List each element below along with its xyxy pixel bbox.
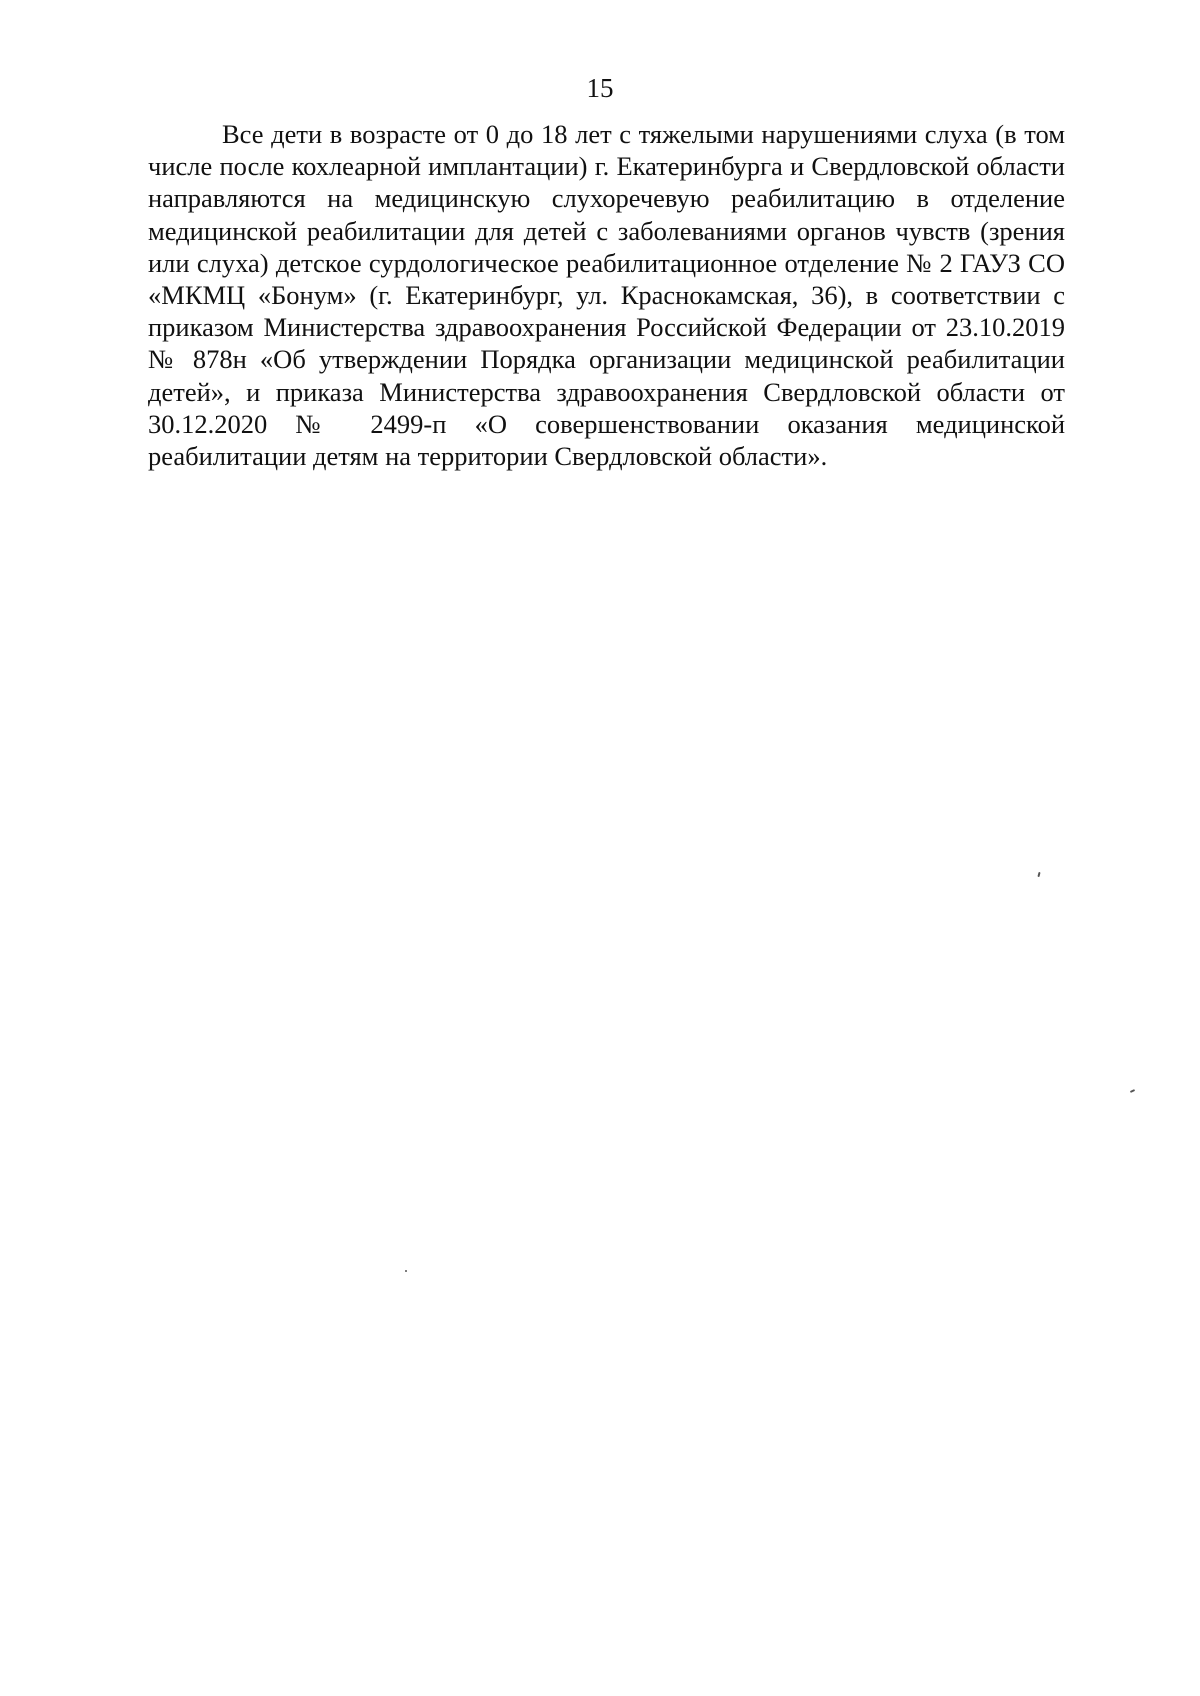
- scan-speck: [1037, 872, 1040, 877]
- scan-speck: [1130, 1089, 1135, 1093]
- scan-speck: [405, 1270, 407, 1272]
- body-paragraph: Все дети в возрасте от 0 до 18 лет с тяжелыми нарушениями слуха (в том числе после кохлеарной имплантации) г. Екатеринбурга и Свердловской области направляются на медицинскую слухоречевую реабилитацию в отделение медицинской реабилитации для детей с заболеваниями органов чувств (зрения или слуха) детское сурдологическое реабилитационное отделение № 2 ГАУЗ СО «МКМЦ «Бонум» (г. Екатеринбург, ул. Краснокамская, 36), в соответствии с приказом Министерства здравоохранения Российской Федерации от 23.10.2019 № 878н «Об утверждении Порядка организации медицинской реабилитации детей», и приказа Министерства здравоохранения Свердловской области от 30.12.2020 № 2499-п «О совершенствовании оказания медицинской реабилитации детям на территории Свердловской области».: [148, 119, 1065, 472]
- page-number: 15: [586, 73, 614, 103]
